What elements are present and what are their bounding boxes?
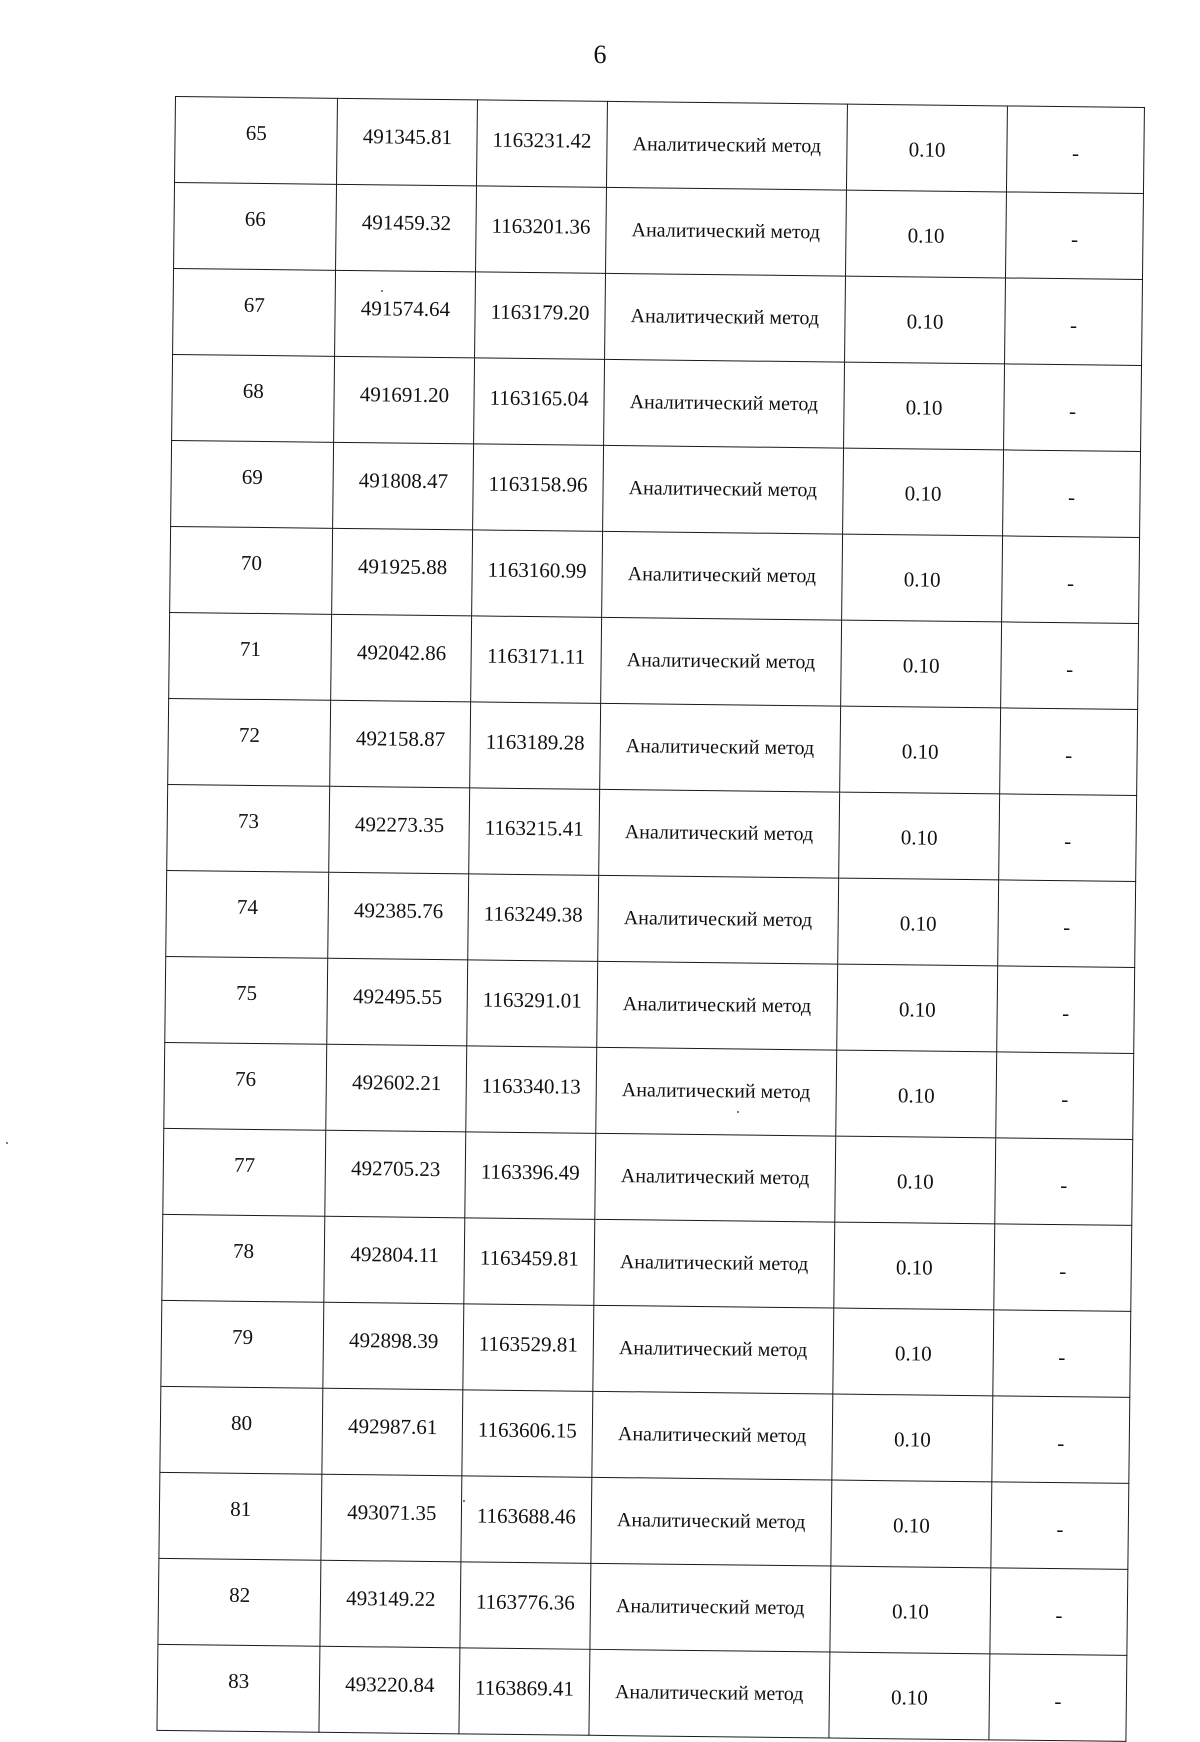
method-cell: Аналитический метод xyxy=(592,1305,833,1394)
precision-cell: 0.10 xyxy=(843,448,1004,536)
note-cell: - xyxy=(1001,622,1139,710)
coordinates-table-wrapper xyxy=(156,96,1144,1742)
x-coordinate-cell: 492273.35 xyxy=(329,786,470,874)
table-row xyxy=(170,526,1140,623)
point-number-cell: 77 xyxy=(163,1128,326,1216)
note-cell: - xyxy=(995,1138,1133,1226)
precision-cell: 0.10 xyxy=(833,1308,994,1396)
x-coordinate-cell: 491808.47 xyxy=(333,442,474,530)
point-number-cell: 76 xyxy=(164,1042,327,1130)
point-number-cell: 81 xyxy=(159,1472,322,1560)
point-number-cell: 68 xyxy=(172,354,335,442)
precision-cell: 0.10 xyxy=(841,620,1002,708)
x-coordinate-cell: 493071.35 xyxy=(321,1474,462,1562)
point-number-cell: 82 xyxy=(158,1558,321,1646)
y-coordinate-cell: 1163606.15 xyxy=(462,1390,592,1477)
method-cell: Аналитический метод xyxy=(595,1047,836,1136)
method-cell: Аналитический метод xyxy=(596,961,837,1050)
y-coordinate-cell: 1163160.99 xyxy=(472,530,602,617)
note-cell: - xyxy=(998,880,1136,968)
scan-speck xyxy=(381,290,383,292)
method-cell: Аналитический метод xyxy=(591,1391,832,1480)
precision-cell: 0.10 xyxy=(834,1222,995,1310)
table-row xyxy=(166,870,1136,967)
method-cell: Аналитический метод xyxy=(603,359,844,448)
coordinates-table-body xyxy=(157,97,1144,1742)
precision-cell: 0.10 xyxy=(830,1566,991,1654)
point-number-cell: 69 xyxy=(171,440,334,528)
note-cell: - xyxy=(994,1224,1132,1312)
scan-speck xyxy=(737,1111,739,1113)
point-number-cell: 74 xyxy=(166,870,329,958)
precision-cell: 0.10 xyxy=(829,1652,990,1740)
point-number-cell: 65 xyxy=(175,97,338,185)
y-coordinate-cell: 1163249.38 xyxy=(468,874,598,961)
precision-cell: 0.10 xyxy=(831,1480,992,1568)
point-number-cell: 80 xyxy=(160,1386,323,1474)
y-coordinate-cell: 1163179.20 xyxy=(475,272,605,359)
precision-cell: 0.10 xyxy=(845,190,1006,278)
precision-cell: 0.10 xyxy=(836,1050,997,1138)
table-row xyxy=(160,1386,1130,1483)
x-coordinate-cell: 492705.23 xyxy=(325,1130,466,1218)
table-row xyxy=(172,354,1142,451)
note-cell: - xyxy=(997,966,1135,1054)
table-row xyxy=(163,1128,1133,1225)
table-row xyxy=(162,1214,1132,1311)
x-coordinate-cell: 492385.76 xyxy=(328,872,469,960)
method-cell: Аналитический метод xyxy=(599,703,840,792)
scan-speck xyxy=(6,1142,8,1144)
note-cell: - xyxy=(1007,106,1145,194)
x-coordinate-cell: 492495.55 xyxy=(327,958,468,1046)
method-cell: Аналитический метод xyxy=(594,1133,835,1222)
y-coordinate-cell: 1163688.46 xyxy=(461,1476,591,1563)
precision-cell: 0.10 xyxy=(837,964,998,1052)
method-cell: Аналитический метод xyxy=(605,187,846,276)
note-cell: - xyxy=(1003,450,1141,538)
precision-cell: 0.10 xyxy=(842,534,1003,622)
x-coordinate-cell: 492158.87 xyxy=(330,700,471,788)
table-row xyxy=(161,1300,1131,1397)
y-coordinate-cell: 1163189.28 xyxy=(470,702,600,789)
note-cell: - xyxy=(1005,278,1143,366)
precision-cell: 0.10 xyxy=(844,276,1005,364)
page-number: 6 xyxy=(593,40,607,69)
method-cell: Аналитический метод xyxy=(606,101,847,190)
y-coordinate-cell: 1163171.11 xyxy=(471,616,601,703)
note-cell: - xyxy=(1002,536,1140,624)
table-row xyxy=(171,440,1141,537)
y-coordinate-cell: 1163340.13 xyxy=(466,1046,596,1133)
y-coordinate-cell: 1163459.81 xyxy=(464,1218,594,1305)
x-coordinate-cell: 492602.21 xyxy=(326,1044,467,1132)
table-row xyxy=(158,1558,1128,1655)
point-number-cell: 66 xyxy=(174,183,337,271)
point-number-cell: 73 xyxy=(167,784,330,872)
method-cell: Аналитический метод xyxy=(601,531,842,620)
note-cell: - xyxy=(996,1052,1134,1140)
precision-cell: 0.10 xyxy=(846,104,1007,192)
table-row xyxy=(174,183,1144,280)
table-row xyxy=(164,1042,1134,1139)
x-coordinate-cell: 491574.64 xyxy=(335,270,476,358)
scan-speck xyxy=(463,1500,465,1502)
y-coordinate-cell: 1163869.41 xyxy=(459,1648,589,1735)
table-row xyxy=(169,612,1139,709)
method-cell: Аналитический метод xyxy=(597,875,838,964)
note-cell: - xyxy=(1004,364,1142,452)
x-coordinate-cell: 491691.20 xyxy=(334,356,475,444)
method-cell: Аналитический метод xyxy=(589,1563,830,1652)
point-number-cell: 78 xyxy=(162,1214,325,1302)
method-cell: Аналитический метод xyxy=(593,1219,834,1308)
x-coordinate-cell: 492987.61 xyxy=(322,1388,463,1476)
x-coordinate-cell: 491925.88 xyxy=(332,528,473,616)
method-cell: Аналитический метод xyxy=(590,1477,831,1566)
note-cell: - xyxy=(1006,192,1144,280)
x-coordinate-cell: 491345.81 xyxy=(337,98,478,186)
x-coordinate-cell: 492898.39 xyxy=(323,1302,464,1390)
y-coordinate-cell: 1163396.49 xyxy=(465,1132,595,1219)
precision-cell: 0.10 xyxy=(839,792,1000,880)
x-coordinate-cell: 492042.86 xyxy=(331,614,472,702)
note-cell: - xyxy=(992,1396,1130,1484)
precision-cell: 0.10 xyxy=(840,706,1001,794)
point-number-cell: 70 xyxy=(170,526,333,614)
point-number-cell: 79 xyxy=(161,1300,324,1388)
x-coordinate-cell: 491459.32 xyxy=(336,184,477,272)
note-cell: - xyxy=(1000,708,1138,796)
y-coordinate-cell: 1163231.42 xyxy=(477,100,607,187)
table-row xyxy=(173,268,1143,365)
point-number-cell: 83 xyxy=(157,1644,320,1732)
note-cell: - xyxy=(991,1482,1129,1570)
method-cell: Аналитический метод xyxy=(604,273,845,362)
y-coordinate-cell: 1163291.01 xyxy=(467,960,597,1047)
x-coordinate-cell: 493149.22 xyxy=(320,1560,461,1648)
note-cell: - xyxy=(990,1568,1128,1656)
precision-cell: 0.10 xyxy=(835,1136,996,1224)
method-cell: Аналитический метод xyxy=(602,445,843,534)
precision-cell: 0.10 xyxy=(844,362,1005,450)
note-cell: - xyxy=(993,1310,1131,1398)
table-row xyxy=(165,956,1135,1053)
point-number-cell: 72 xyxy=(168,698,331,786)
method-cell: Аналитический метод xyxy=(600,617,841,706)
point-number-cell: 67 xyxy=(173,268,336,356)
point-number-cell: 71 xyxy=(169,612,332,700)
method-cell: Аналитический метод xyxy=(589,1649,830,1738)
precision-cell: 0.10 xyxy=(838,878,999,966)
table-row xyxy=(159,1472,1129,1569)
y-coordinate-cell: 1163776.36 xyxy=(460,1562,590,1649)
point-number-cell: 75 xyxy=(165,956,328,1044)
note-cell: - xyxy=(989,1654,1127,1742)
y-coordinate-cell: 1163529.81 xyxy=(463,1304,593,1391)
y-coordinate-cell: 1163215.41 xyxy=(469,788,599,875)
coordinates-table xyxy=(156,96,1144,1742)
x-coordinate-cell: 492804.11 xyxy=(324,1216,465,1304)
y-coordinate-cell: 1163158.96 xyxy=(473,444,603,531)
precision-cell: 0.10 xyxy=(832,1394,993,1482)
table-row xyxy=(175,97,1145,194)
table-row xyxy=(167,784,1137,881)
note-cell: - xyxy=(999,794,1137,882)
x-coordinate-cell: 493220.84 xyxy=(319,1646,460,1734)
table-row xyxy=(157,1644,1127,1741)
y-coordinate-cell: 1163165.04 xyxy=(474,358,604,445)
table-row xyxy=(168,698,1138,795)
y-coordinate-cell: 1163201.36 xyxy=(476,186,606,273)
method-cell: Аналитический метод xyxy=(598,789,839,878)
